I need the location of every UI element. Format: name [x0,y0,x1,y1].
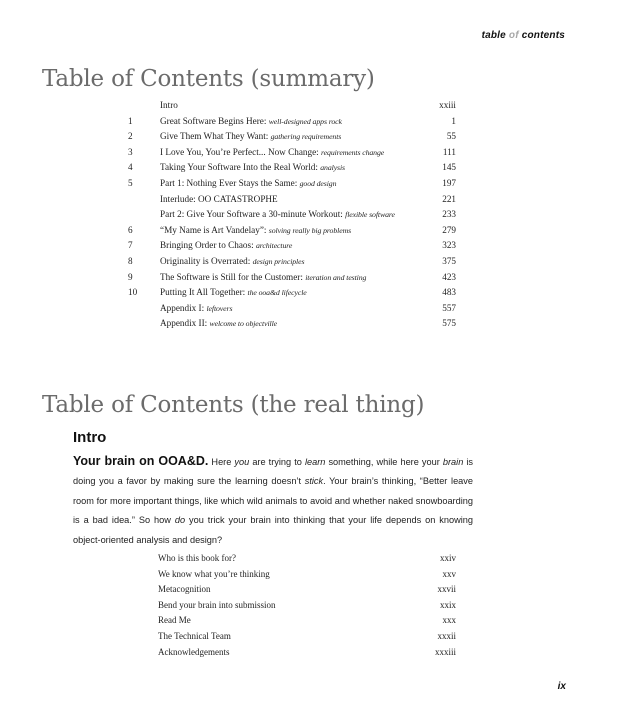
page-number: ix [557,681,566,692]
toc-row[interactable] [120,176,456,192]
chapter-title: Appendix II: [160,318,210,329]
page-ref: 111 [442,146,456,157]
intro-row[interactable] [158,629,456,645]
intro-text: Here [208,457,235,467]
chapter-number: 10 [128,287,138,298]
toc-row[interactable] [120,254,456,270]
chapter-title-cell [160,129,436,145]
chapter-subtitle: design principles [252,256,305,266]
page-ref: xxvii [437,584,456,595]
chapter-number: 9 [128,271,133,282]
page-ref: 1 [451,115,456,126]
chapter-subtitle: leftovers [206,303,233,313]
intro-text: you trick your brain into thinking that your life depends on knowing object-oriented analysis and design? [73,515,473,545]
chapter-title: Intro [160,100,178,110]
chapter-subtitle: architecture [255,241,293,251]
section-title: We know what you’re thinking [158,568,270,579]
page-ref: 323 [442,240,456,251]
chapter-number: 6 [128,224,133,235]
running-head-table: table [481,30,509,41]
chapter-number: 1 [128,115,133,126]
chapter-title-cell [160,316,436,332]
section-title: Bend your brain into submission [158,599,276,610]
section-title: Acknowledgements [158,646,230,657]
chapter-title-cell [160,192,436,208]
chapter-number: 5 [128,177,133,188]
section-title: Metacognition [158,584,211,595]
chapter-title: Interlude: OO CATASTROPHE [160,193,278,204]
page-ref: 279 [442,224,456,235]
toc-row[interactable] [120,223,456,239]
toc-row[interactable] [120,129,456,145]
chapter-title-cell [160,160,436,176]
chapter-title-cell [160,114,436,130]
intro-lead: Your brain on OOA&D. [73,454,209,468]
page-ref: xxxiii [434,646,456,657]
chapter-number: 2 [128,131,133,142]
intro-text: are trying to [249,457,305,467]
chapter-title: Appendix I: [160,302,207,313]
chapter-title-cell [160,223,436,239]
intro-row[interactable] [158,551,456,567]
chapter-number [120,207,160,223]
page-ref: xxxii [437,630,456,641]
toc-row[interactable] [120,145,456,161]
summary-table [120,98,456,332]
intro-row[interactable] [158,567,456,583]
page-ref: 197 [442,177,456,188]
chapter-title-cell [160,270,436,286]
intro-text: something, while here your [325,457,443,467]
chapter-number: 3 [128,146,133,157]
chapter-number [120,301,160,317]
chapter-title: Originality is Overrated: [160,255,253,266]
chapter-title-cell [160,176,436,192]
chapter-title: Part 1: Nothing Ever Stays the Same: [160,177,300,188]
intro-paragraph [73,452,473,550]
page-ref: 145 [442,162,456,173]
toc-row[interactable] [120,192,456,208]
toc-row[interactable] [120,98,456,114]
page-ref: xxx [442,615,456,626]
page-ref: 375 [442,255,456,266]
running-head [482,30,565,41]
page-ref: 557 [442,302,456,313]
intro-emphasis: brain [442,457,464,467]
toc-row[interactable] [120,114,456,130]
chapter-title: The Software is Still for the Customer: [160,271,306,282]
page-ref: xxv [442,568,456,579]
page-ref: 221 [442,193,456,204]
intro-text: . Your brain’s thinking, “Better leave room for more important things, like which wild animals to avoid and whether naked snowboarding is a bad idea.” So how [73,476,473,526]
toc-row[interactable] [120,316,456,332]
chapter-subtitle: solving really big problems [268,225,352,235]
running-head-contents: contents [518,30,565,41]
toc-row[interactable] [120,301,456,317]
page-ref: xxiv [439,553,456,563]
intro-emphasis: you [234,457,250,467]
intro-text: is doing you a favor by making sure the learning doesn’t [73,457,474,487]
chapter-number [120,98,160,114]
chapter-title-cell [160,98,436,114]
intro-row[interactable] [158,582,456,598]
toc-row[interactable] [120,207,456,223]
page-ref: 423 [442,271,456,282]
intro-row[interactable] [158,613,456,629]
intro-emphasis: do [174,515,186,526]
intro-contents-table [158,551,456,660]
chapter-title-cell [160,238,436,254]
page-ref: 233 [442,209,456,220]
chapter-number: 7 [128,240,133,251]
chapter-subtitle: the ooa&d lifecycle [247,288,307,298]
chapter-title: Part 2: Give Your Software a 30-minute Workout: [160,209,346,220]
chapter-title: Putting It All Together: [160,287,248,298]
intro-emphasis: learn [304,457,326,467]
section-title: The Technical Team [158,630,231,641]
toc-row[interactable] [120,270,456,286]
chapter-subtitle: gathering requirements [270,132,342,142]
chapter-number: 8 [128,255,133,266]
intro-row[interactable] [158,645,456,661]
chapter-title-cell [160,207,436,223]
toc-row[interactable] [120,160,456,176]
chapter-number [120,316,160,332]
running-head-of: of [508,30,519,41]
chapter-subtitle: flexible software [345,210,395,220]
chapter-title-cell [160,254,436,270]
chapter-subtitle: analysis [320,163,345,173]
real-thing-heading: Table of Contents (the real thing) [42,392,425,418]
chapter-title: “My Name is Art Vandelay”: [160,224,269,235]
chapter-subtitle: welcome to objectville [209,319,278,329]
intro-emphasis: stick [304,476,324,487]
chapter-subtitle: good design [299,178,337,188]
chapter-subtitle: requirements change [321,147,385,157]
page-ref: xxiii [439,100,456,110]
chapter-title: Great Software Begins Here: [160,115,269,126]
page-ref: 483 [442,287,456,298]
chapter-title: Taking Your Software Into the Real World: [160,162,321,173]
intro-row[interactable] [158,598,456,614]
chapter-number: 4 [128,162,133,173]
page-ref: 55 [446,131,456,142]
toc-row[interactable] [120,238,456,254]
chapter-number [120,192,160,208]
section-title: Who is this book for? [158,553,236,563]
chapter-title: Give Them What They Want: [160,131,271,142]
chapter-title: Bringing Order to Chaos: [160,240,256,251]
section-title: Read Me [158,615,191,626]
page-ref: xxix [439,599,456,610]
chapter-subtitle: iteration and testing [305,272,367,282]
toc-row[interactable] [120,285,456,301]
chapter-title-cell [160,301,436,317]
chapter-title: I Love You, You’re Perfect... Now Change: [160,146,322,157]
chapter-title-cell [160,145,436,161]
intro-title: Intro [73,429,107,446]
chapter-subtitle: well-designed apps rock [268,116,342,126]
page-ref: 575 [442,318,456,329]
chapter-title-cell [160,285,436,301]
summary-heading: Table of Contents (summary) [42,66,375,92]
